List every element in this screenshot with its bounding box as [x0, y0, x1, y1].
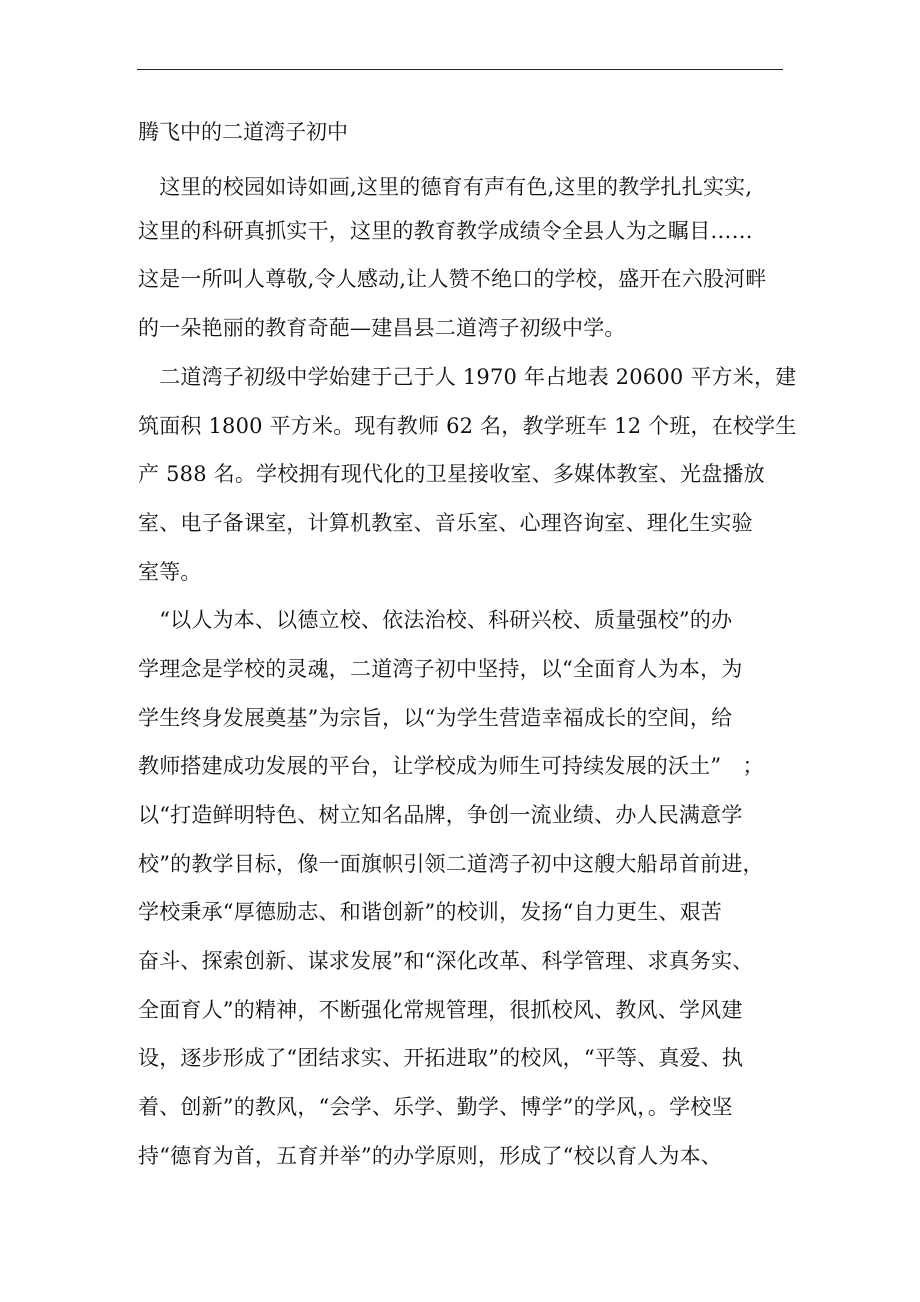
- paragraph-line: 以“打造鲜明特色、树立知名品牌，争创一流业绩、办人民满意学: [138, 803, 743, 827]
- paragraph-line: 这是一所叫人尊敬,令人感动,让人赞不绝口的学校，盛开在六股河畔: [138, 267, 767, 291]
- paragraph-line: 教师搭建成功发展的平台，让学校成为师生可持续发展的沃土” ；: [138, 754, 764, 778]
- paragraph-line: 这里的校园如诗如画,这里的德育有声有色,这里的教学扎扎实实,: [138, 175, 753, 199]
- paragraph-line: 学生终身发展奠基”为宗旨，以“为学生营造幸福成长的空间，给: [138, 706, 733, 730]
- paragraph-line: 这里的科研真抓实干，这里的教育教学成绩令全县人为之瞩目……: [138, 219, 753, 243]
- paragraph-line: 持“德育为首，五育并举”的办学原则，形成了“校以育人为本、: [138, 1144, 723, 1168]
- document-title: 腾飞中的二道湾子初中: [138, 120, 348, 144]
- paragraph-line: 设，逐步形成了“团结求实、开拓进取”的校风，“平等、真爱、执: [138, 1046, 744, 1070]
- paragraph-line: 学校秉承“厚德励志、和谐创新”的校训，发扬“自力更生、艰苦: [138, 900, 723, 924]
- paragraph-line: 学理念是学校的灵魂，二道湾子初中坚持，以“全面育人为本，为: [138, 657, 743, 681]
- paragraph-line: 室等。: [138, 560, 202, 584]
- paragraph-line: “以人为本、以德立校、依法治校、科研兴校、质量强校”的办: [138, 608, 733, 632]
- paragraph-line: 奋斗、探索创新、谋求发展”和“深化改革、科学管理、求真务实、: [138, 949, 754, 973]
- paragraph-line: 二道湾子初级中学始建于己于人 1970 年占地表 20600 平方米，建: [138, 365, 797, 389]
- paragraph-line: 筑面积 1800 平方米。现有教师 62 名，教学班车 12 个班，在校学生: [138, 414, 797, 438]
- paragraph-line: 着、创新”的教风，“会学、乐学、勤学、博学”的学风，。学校坚: [138, 1095, 733, 1119]
- paragraph-line: 全面育人”的精神，不断强化常规管理，很抓校风、教风、学风建: [138, 998, 743, 1022]
- paragraph-line: 产 588 名。学校拥有现代化的卫星接收室、多媒体教室、光盘播放: [138, 462, 765, 486]
- header-rule: [137, 69, 783, 70]
- paragraph-line: 校”的教学目标，像一面旗帜引领二道湾子初中这艘大船昂首前进，: [138, 852, 764, 876]
- paragraph-line: 的一朵艳丽的教育奇葩—建昌县二道湾子初级中学。: [138, 316, 626, 340]
- paragraph-line: 室、电子备课室，计算机教室、音乐室、心理咨询室、理化生实验: [138, 511, 753, 535]
